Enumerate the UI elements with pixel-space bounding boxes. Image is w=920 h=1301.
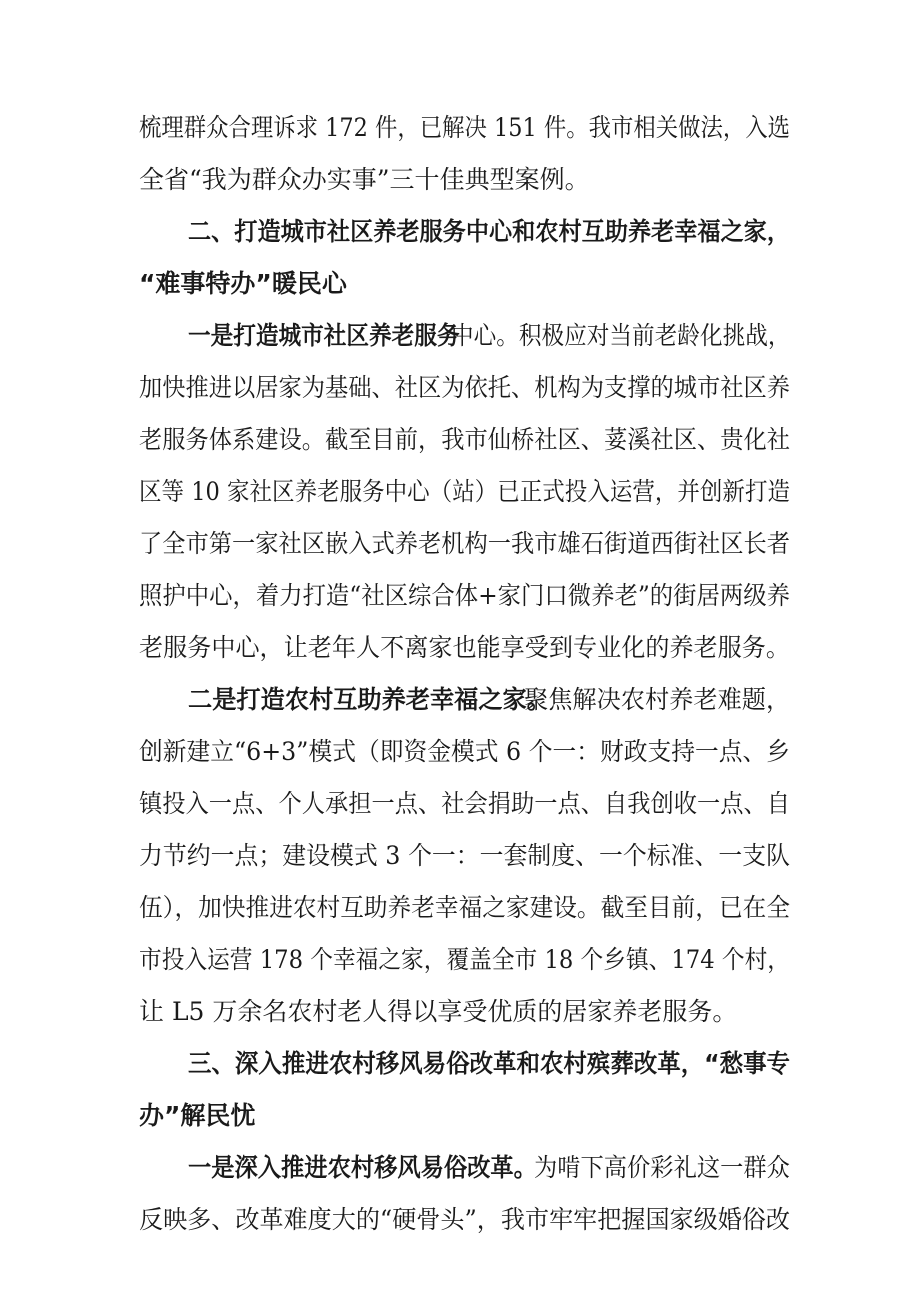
section-heading-line xyxy=(0,262,920,306)
paragraph-line xyxy=(0,626,920,670)
body-text: 为啃下高价彩礼这一群众 xyxy=(534,1153,790,1182)
subheading-text: 一是深入推进农村移风易俗改革。 xyxy=(188,1153,537,1182)
section-heading: “难事特办”暖民心 xyxy=(139,269,347,298)
body-text: 反映多、改革难度大的“硬骨头”，我市牢牢把握国家级婚俗改 xyxy=(139,1205,790,1234)
paragraph-line xyxy=(0,1146,920,1190)
paragraph-line xyxy=(0,886,920,930)
paragraph-line xyxy=(0,1198,920,1242)
subheading-text: 二是打造农村互助养老幸福之家。 xyxy=(188,685,551,714)
body-text: 市投入运营 178 个幸福之家，覆盖全市 18 个乡镇、174 个村， xyxy=(139,945,790,974)
body-text: 梳理群众合理诉求 172 件，已解决 151 件。我市相关做法，入选 xyxy=(139,113,790,142)
paragraph-line xyxy=(0,990,920,1034)
paragraph-line xyxy=(0,418,920,462)
paragraph-line xyxy=(0,470,920,514)
body-text: 老服务体系建设。截至目前，我市仙桥社区、荽溪社区、贵化社 xyxy=(139,425,790,454)
section-heading-line xyxy=(0,210,920,254)
paragraph-line xyxy=(0,158,920,202)
paragraph-line xyxy=(0,366,920,410)
section-heading-line xyxy=(0,1094,920,1138)
body-text: 照护中心，着力打造“社区综合体+家门口微养老”的街居两级养 xyxy=(139,581,790,610)
body-text: 伍），加快推进农村互助养老幸福之家建设。截至目前，已在全 xyxy=(139,893,790,922)
paragraph-line xyxy=(0,574,920,618)
subheading-text: 一是打造城市社区养老服务 xyxy=(188,321,460,350)
body-text: 全省“我为群众办实事”三十佳典型案例。 xyxy=(139,165,590,194)
body-text: 聚焦解决农村养老难题， xyxy=(523,685,790,714)
paragraph-line xyxy=(0,522,920,566)
section-heading: 办”解民忧 xyxy=(139,1101,256,1130)
paragraph-line xyxy=(0,678,920,722)
body-text: 中心。积极应对当前老龄化挑战， xyxy=(450,321,790,350)
paragraph-line xyxy=(0,938,920,982)
paragraph-line xyxy=(0,834,920,878)
section-heading: 二、打造城市社区养老服务中心和农村互助养老幸福之家， xyxy=(188,217,790,246)
body-text: 让 L5 万余名农村老人得以享受优质的居家养老服务。 xyxy=(139,997,738,1026)
body-text: 镇投入一点、个人承担一点、社会捐助一点、自我创收一点、自 xyxy=(139,789,790,818)
section-heading: 三、深入推进农村移风易俗改革和农村殡葬改革，“愁事专 xyxy=(188,1049,790,1078)
paragraph-line xyxy=(0,106,920,150)
paragraph-line xyxy=(0,782,920,826)
section-heading-line xyxy=(0,1042,920,1086)
body-text: 区等 10 家社区养老服务中心（站）已正式投入运营，并创新打造 xyxy=(139,477,790,506)
body-text: 老服务中心，让老年人不离家也能享受到专业化的养老服务。 xyxy=(139,633,790,662)
body-text: 了全市第一家社区嵌入式养老机构一我市雄石街道西街社区长者 xyxy=(139,529,790,558)
paragraph-line xyxy=(0,314,920,358)
body-text: 力节约一点；建设模式 3 个一：一套制度、一个标准、一支队 xyxy=(139,841,790,870)
body-text: 创新建立“6+3”模式（即资金模式 6 个一：财政支持一点、乡 xyxy=(139,737,790,766)
body-text: 加快推进以居家为基础、社区为依托、机构为支撑的城市社区养 xyxy=(139,373,790,402)
paragraph-line xyxy=(0,730,920,774)
